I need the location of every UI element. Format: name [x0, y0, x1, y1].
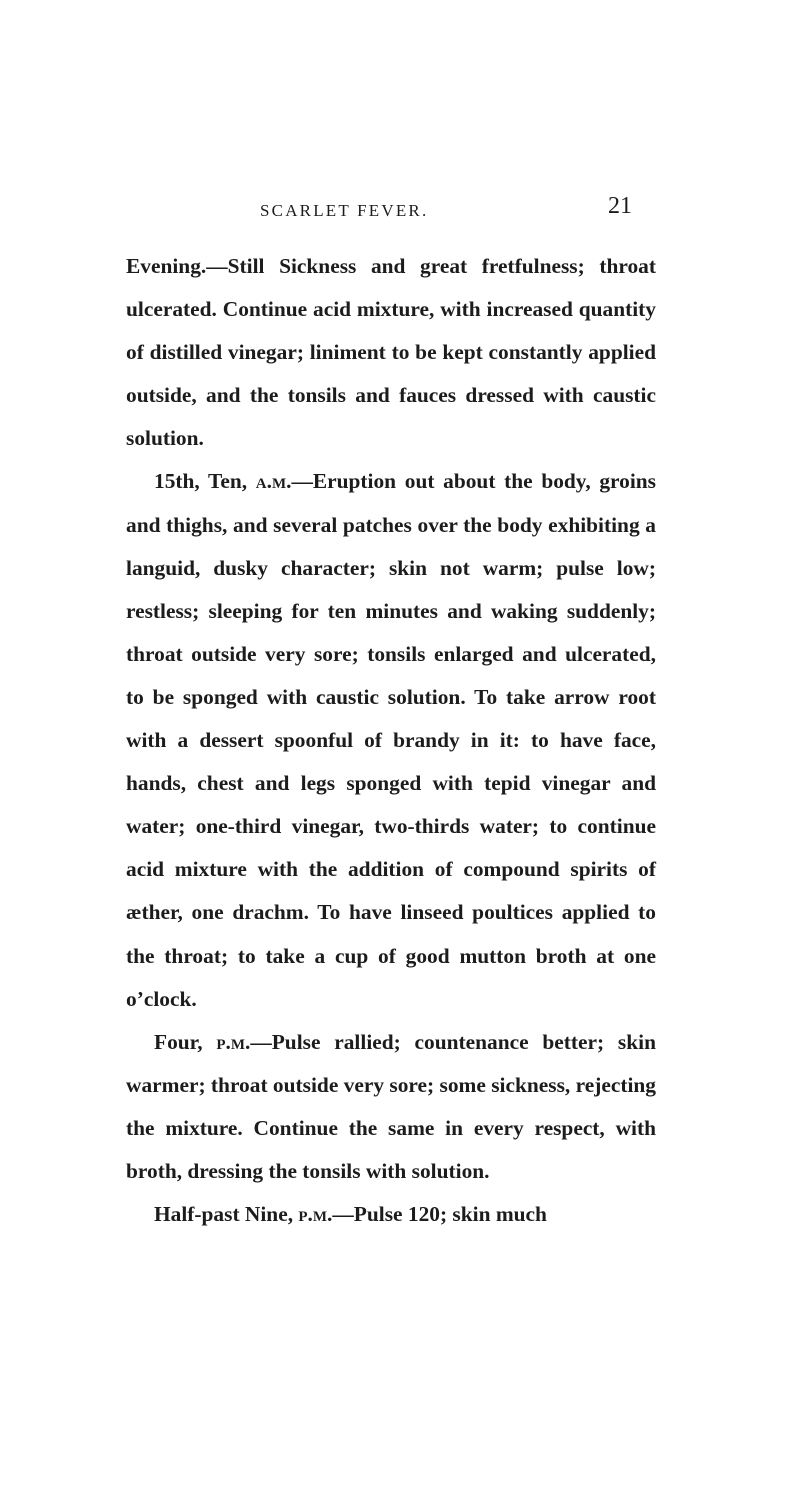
entry-lead: Half-past Nine, [154, 1202, 299, 1227]
entry-time: a.m. [255, 469, 292, 494]
running-title: SCARLET FEVER. [260, 201, 429, 220]
paragraph-text: —Eruption out about the body, groins and thighs, and several patches over the body exhibiting a languid, dusky character; skin not warm; pulse low; restless; sleeping for ten minutes and waking suddenly; throat outside very sore; tonsils enlarged and ulcerated, to be sponged with caustic solution. To take arrow root with a dessert spoonful of brandy in it: to have face, hands, chest and legs sponged with tepid vinegar and water; one-third vinegar, two-thirds water; to continue acid mixture with the addition of compound spirits of æther, one drachm. To have linseed poultices applied to the throat; to take a cup of good mutton broth at one o’clock. [126, 469, 657, 1011]
page-header [0, 193, 800, 233]
entry-time: p.m. [298, 1202, 333, 1227]
paragraph-evening [126, 245, 656, 460]
entry-time: p.m. [216, 1029, 251, 1054]
entry-lead: 15th, Ten, [154, 469, 256, 494]
entry-lead: Four, [154, 1029, 217, 1054]
paragraph-text: Evening.—Still Sickness and great fretfulness; throat ulcerated. Continue acid mixture, with increased quantity of distilled vinegar; liniment to be kept constantly applied outside, and the tonsils and fauces dressed with caustic solution. [126, 254, 656, 451]
paragraph-15th-ten-am [126, 460, 656, 1020]
page-number: 21 [608, 193, 632, 219]
paragraph-four-pm [126, 1021, 656, 1193]
paragraph-text: —Pulse rallied; countenance better; skin warmer; throat outside very sore; some sickness, rejecting the mixture. Continue the same in every respect, with broth, dressing the tonsils with solution. [126, 1029, 656, 1183]
paragraph-half-past-nine-pm [126, 1193, 656, 1236]
paragraph-text: —Pulse 120; skin much [332, 1202, 547, 1227]
page-body [126, 245, 656, 1236]
